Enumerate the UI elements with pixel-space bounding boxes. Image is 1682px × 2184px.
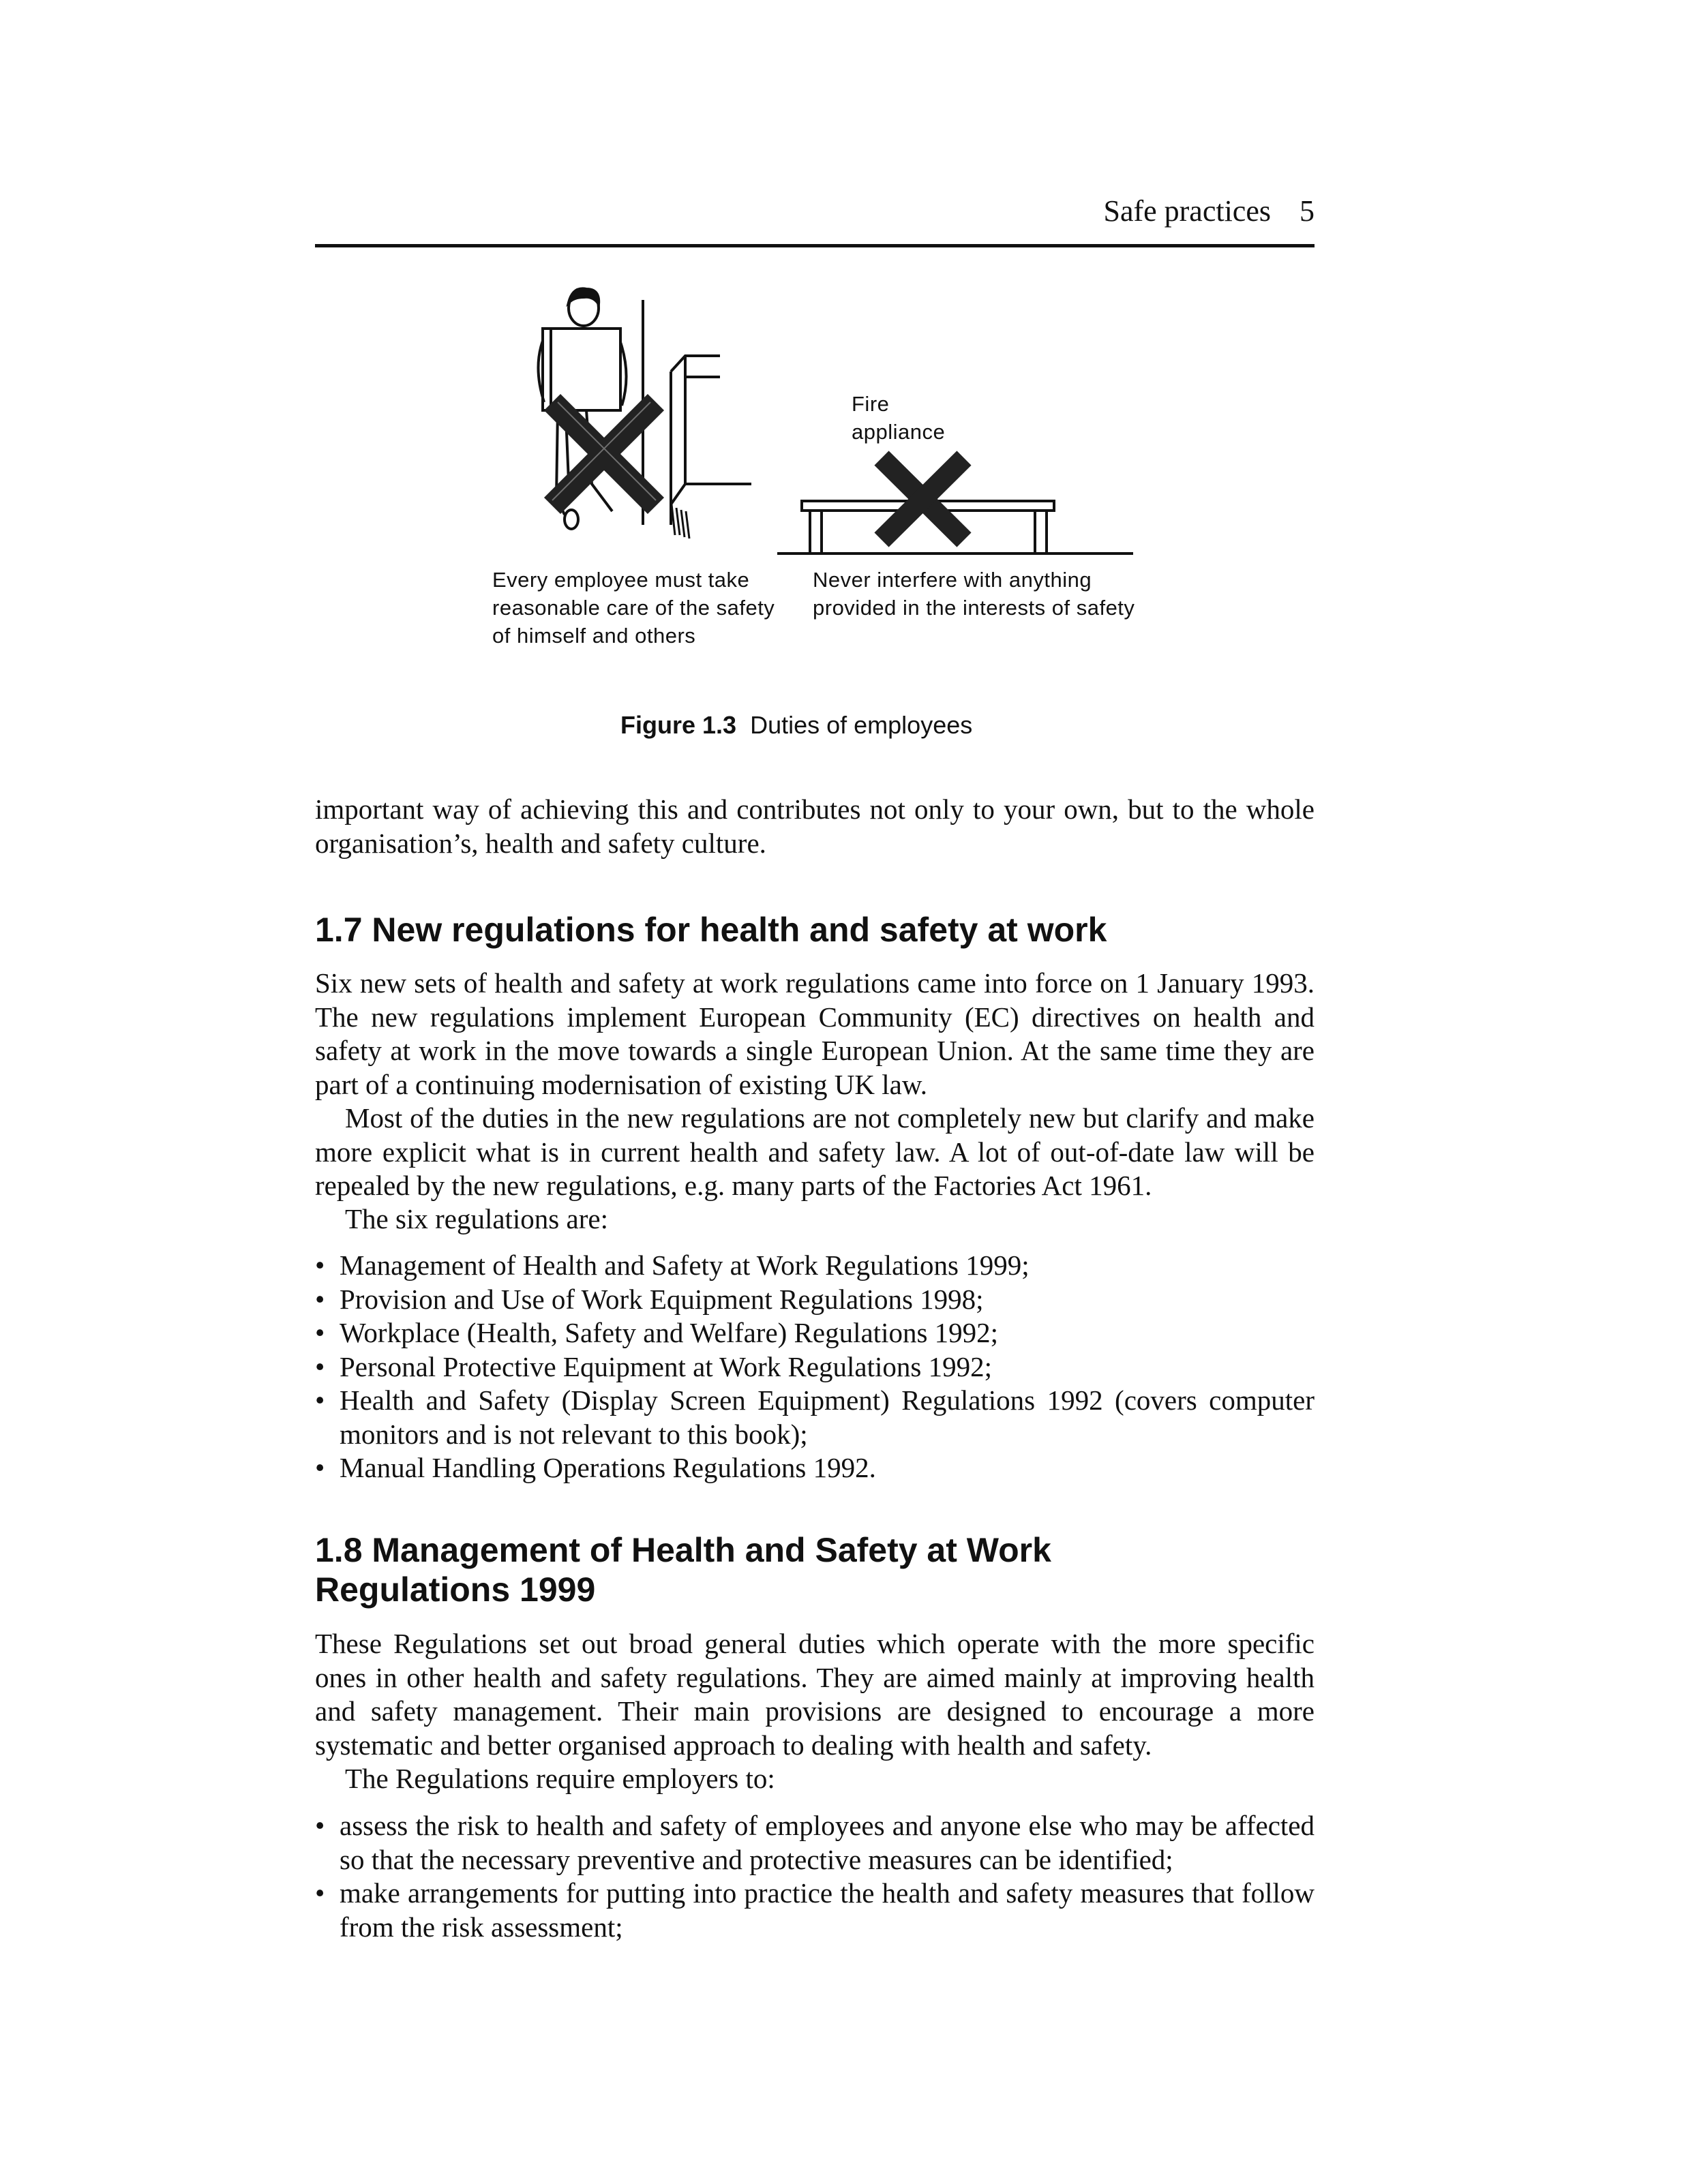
section-1-8-heading-line-1: 1.8 Management of Health and Safety at Work [315,1531,1051,1569]
list-item: • Provision and Use of Work Equipment Regulations 1998; [315,1283,1315,1317]
figure-duties-of-employees [477,279,1159,757]
list-item: • Workplace (Health, Safety and Welfare) Regulations 1992; [315,1316,1315,1350]
running-title: Safe practices [1103,194,1271,228]
list-item: • Health and Safety (Display Screen Equipment) Regulations 1992 (covers computer monitors and is not relevant to this book); [315,1384,1315,1451]
section-1-8-para-1: These Regulations set out broad general duties which operate with the more specific ones in other health and safety regulations. They are aimed mainly at improving health and safety management. Their main provisions are designed to encourage a more systematic and better organised approach to dealing with health and safety. [315,1628,1315,1761]
section-1-8-para-2: The Regulations require employers to: [345,1763,775,1794]
section-1-8-heading-line-2: Regulations 1999 [315,1571,596,1609]
running-header [315,194,1315,234]
regulations-list [315,1249,1315,1485]
figure-title: Duties of employees [750,711,973,739]
list-item: • assess the risk to health and safety of employees and anyone else who may be affected so that the necessary preventive and protective measures can be identified; [315,1809,1315,1877]
figure-illustration [477,279,1159,566]
section-1-7-para-1: Six new sets of health and safety at work regulations came into force on 1 January 1993. The new regulations implement European Community (EC) directives on health and safety at work in the move towards a single European Union. At the same time they are part of a continuing modernisation of existing UK law. [315,967,1315,1100]
header-rule [315,244,1315,247]
caption-left: Every employee must take reasonable care of the safety of himself and others [492,568,775,648]
list-item: • make arrangements for putting into practice the health and safety measures that follow from the risk assessment; [315,1877,1315,1944]
paragraph-continuation: important way of achieving this and contributes not only to your own, but to the whole organisation’s, health and safety culture. [315,793,1315,859]
section-1-8-heading [315,1530,1315,1609]
section-1-7-para-2: Most of the duties in the new regulations are not completely new but clarify and make more explicit what is in current health and safety law. A lot of out-of-date law will be repealed by the new regulations, e.g. many parts of the Factories Act 1961. [315,1102,1315,1201]
caption-right: Never interfere with anything provided in the interests of safety [813,568,1135,620]
figure-label: Figure 1.3 [620,711,737,739]
list-item: • Manual Handling Operations Regulations 1992. [315,1451,1315,1485]
section-1-7-para-3: The six regulations are: [345,1203,608,1234]
section-1-7-heading: 1.7 New regulations for health and safety at work [315,911,1107,949]
figure-caption [620,711,972,740]
employer-duties-list [315,1809,1315,1944]
list-item: • Management of Health and Safety at Work Regulations 1999; [315,1249,1315,1283]
list-item: • Personal Protective Equipment at Work Regulations 1992; [315,1350,1315,1384]
prohibited-cross-right [882,458,964,540]
fire-appliance-label: Fire appliance [852,392,946,444]
page-number: 5 [1300,194,1315,228]
